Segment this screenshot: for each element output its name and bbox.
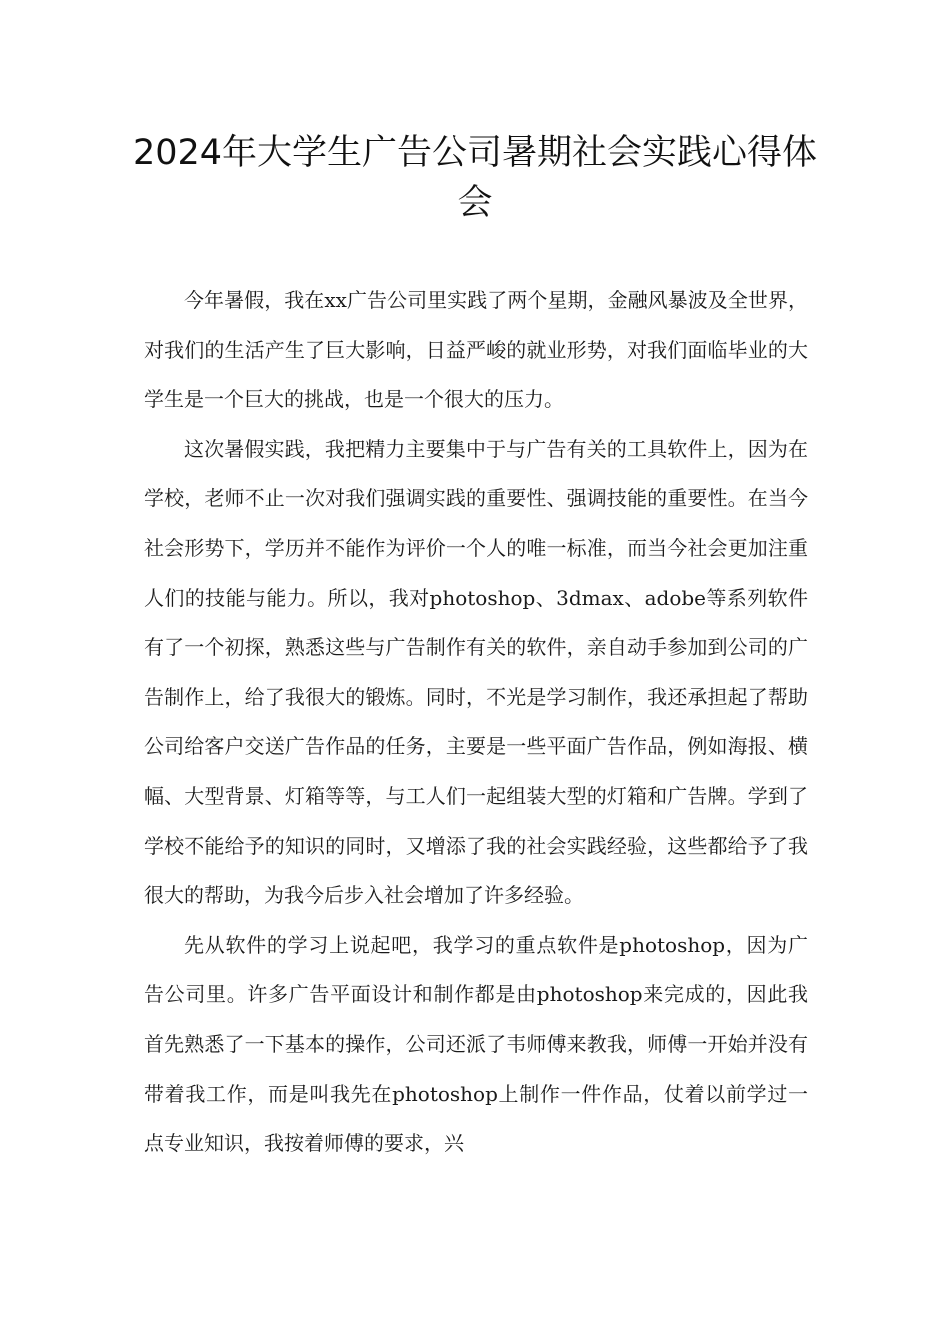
paragraph-2: 这次暑假实践，我把精力主要集中于与广告有关的工具软件上，因为在学校，老师不止一次对我们强调实践的重要性、强调技能的重要性。在当今社会形势下，学历并不能作为评价一个人的唯一标准，而当今社会更加注重人们的技能与能力。所以，我对photoshop、3dmax、adobe等系列软件有了一个初探，熟悉这些与广告制作有关的软件，亲自动手参加到公司的广告制作上，给了我很大的锻炼。同时，不光是学习制作，我还承担起了帮助公司给客户交送广告作品的任务，主要是一些平面广告作品，例如海报、横幅、大型背景、灯箱等等，与工人们一起组装大型的灯箱和广告牌。学到了学校不能给予的知识的同时，又增添了我的社会实践经验，这些都给予了我很大的帮助，为我今后步入社会增加了许多经验。 (144, 436, 808, 908)
document-body (144, 276, 808, 1169)
paragraph-1: 今年暑假，我在xx广告公司里实践了两个星期，金融风暴波及全世界，对我们的生活产生了巨大影响，日益严峻的就业形势，对我们面临毕业的大学生是一个巨大的挑战，也是一个很大的压力。 (144, 288, 808, 412)
document-title: 2024年大学生广告公司暑期社会实践心得体会 (132, 133, 818, 223)
paragraph-3: 先从软件的学习上说起吧，我学习的重点软件是photoshop，因为广告公司里。许多广告平面设计和制作都是由photoshop来完成的，因此我首先熟悉了一下基本的操作，公司还派了韦师傅来教我，师傅一开始并没有带着我工作，而是叫我先在photoshop上制作一件作品，仗着以前学过一点专业知识，我按着师傅的要求，兴 (144, 932, 808, 1156)
